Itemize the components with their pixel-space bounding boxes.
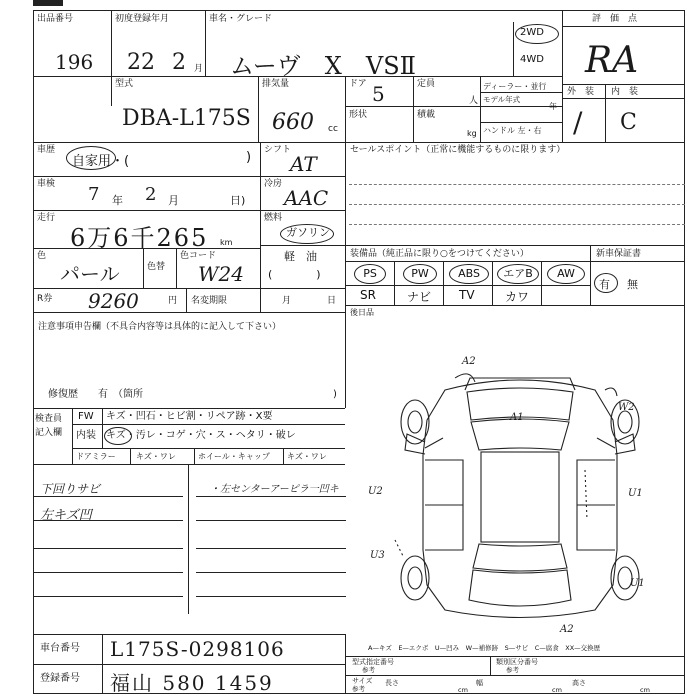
fuel-value: ガソリン bbox=[286, 226, 330, 239]
overall-grade: RA bbox=[585, 40, 639, 81]
mark-a1-hood: A1 bbox=[510, 412, 524, 423]
inspection-month-char: 月 bbox=[168, 194, 179, 207]
class-number-sub: 参考 bbox=[506, 666, 519, 674]
lot-number-label: 出品番号 bbox=[37, 14, 74, 24]
inspector-label-b: 記入欄 bbox=[35, 428, 63, 438]
inspector-wheel-damage: キズ・ワレ bbox=[287, 452, 327, 461]
plate-number: 福山 580 1459 bbox=[110, 671, 274, 695]
fuel-other: ( ) bbox=[268, 268, 321, 281]
mark-u1-right: U1 bbox=[628, 488, 643, 499]
model-year-label: モデル年式 bbox=[483, 95, 521, 104]
car-name-label: 車名・グレード bbox=[209, 14, 273, 24]
mark-u2-left: U2 bbox=[368, 486, 383, 497]
equipment-title: 装備品（純正品に限り○をつけてください） bbox=[350, 249, 529, 259]
ac-label: 冷房 bbox=[264, 179, 283, 189]
exterior-grade: / bbox=[573, 106, 583, 139]
equip-pw: PW bbox=[403, 264, 437, 284]
km-unit: km bbox=[220, 238, 233, 247]
inspection-day-char: 日) bbox=[230, 194, 246, 207]
warranty-label: 新車保証書 bbox=[596, 249, 642, 259]
model-label: 型式 bbox=[115, 79, 134, 89]
displacement-label: 排気量 bbox=[262, 79, 290, 89]
inspector-row2: キズ・汚レ・コゲ・穴・ス・ヘタリ・破レ bbox=[106, 430, 296, 441]
repair-close: ) bbox=[333, 389, 337, 400]
use-label: 車歴 bbox=[37, 145, 56, 155]
equip-aw: AW bbox=[547, 264, 585, 284]
capacity-label: 定員 bbox=[417, 79, 436, 89]
equip-abs: ABS bbox=[449, 264, 489, 284]
drive-2wd: 2WD bbox=[520, 27, 544, 38]
chassis-number: L175S-0298106 bbox=[110, 637, 285, 661]
width-unit: cm bbox=[552, 686, 562, 694]
height-unit: cm bbox=[640, 686, 650, 694]
doors-label: ドア bbox=[349, 79, 367, 89]
exterior-label: 外 装 bbox=[567, 87, 595, 97]
sales-point-title: セールスポイント（正常に機能するものに限ります） bbox=[350, 145, 566, 155]
capacity-unit: 人 bbox=[469, 96, 479, 106]
height-label: 高さ bbox=[572, 679, 586, 687]
fuel-diesel: 軽 油 bbox=[284, 250, 317, 263]
first-registration-year: 22 bbox=[127, 50, 155, 75]
color-code-label: 色コード bbox=[180, 251, 217, 261]
note-left-scratch: 左キズ凹 bbox=[40, 508, 92, 523]
ac-value: AAC bbox=[284, 186, 329, 210]
size-sub: 参考 bbox=[352, 685, 365, 693]
equip-ps: PS bbox=[354, 264, 386, 284]
size-label: サイズ bbox=[352, 677, 373, 685]
recycle-label: R券 bbox=[37, 294, 53, 304]
inspection-year: 7 bbox=[88, 184, 100, 205]
name-change-label: 名変期限 bbox=[191, 296, 228, 306]
yen-unit: 円 bbox=[168, 296, 178, 306]
length-label: 長さ bbox=[385, 679, 399, 687]
mark-a2-front: A2 bbox=[462, 356, 476, 367]
cc-unit: cc bbox=[328, 124, 338, 134]
cert-number-label: 型式指定番号 bbox=[352, 658, 394, 666]
shift-value: AT bbox=[290, 152, 317, 176]
damage-legend: A—キズ E—エクボ U—凹み W—補修跡 S—サビ C—腐食 XX—交換歴 bbox=[368, 644, 601, 652]
inspector-wheel: ホイール・キャップ bbox=[198, 452, 270, 461]
name-change-month: 月 bbox=[282, 296, 292, 306]
drive-4wd: 4WD bbox=[520, 54, 544, 65]
car-name-grade: ムーヴ X VSⅡ bbox=[230, 52, 416, 80]
note-pillar-dent: ・左センターアーピラ一凹キ bbox=[210, 484, 339, 495]
plate-label: 登録番号 bbox=[40, 673, 80, 684]
inspection-label: 車検 bbox=[37, 179, 56, 189]
chassis-label: 車台番号 bbox=[40, 643, 80, 654]
first-registration-label: 初度登録年月 bbox=[115, 14, 170, 24]
shape-label: 形状 bbox=[349, 110, 368, 120]
repaint-label: 色替 bbox=[147, 262, 166, 272]
repair-history-label: 修復歴 有 （箇所 bbox=[48, 389, 143, 400]
doors: 5 bbox=[372, 82, 385, 106]
lot-number: 196 bbox=[55, 50, 94, 74]
grade-label: 評 価 点 bbox=[592, 14, 638, 24]
color-code: W24 bbox=[198, 262, 245, 286]
equip-leather: カワ bbox=[505, 290, 530, 304]
inspector-interior: 内装 bbox=[76, 430, 96, 441]
interior-label: 内 装 bbox=[611, 87, 639, 97]
handle-label: ハンドル 左・右 bbox=[483, 126, 542, 135]
use-value: 自家用・( bbox=[72, 154, 130, 169]
year-unit: 年 bbox=[549, 102, 557, 111]
mileage-label: 走行 bbox=[37, 213, 56, 223]
name-change-day: 日 bbox=[327, 296, 337, 306]
inspector-mirror-damage: キズ・ワレ bbox=[136, 452, 176, 461]
after-items-label: 後日品 bbox=[350, 308, 374, 317]
interior-grade: C bbox=[620, 110, 637, 135]
kg-unit: kg bbox=[467, 129, 477, 138]
shift-label: シフト bbox=[264, 145, 292, 155]
mark-a2-rear: A2 bbox=[560, 624, 574, 635]
inspector-fw: FW bbox=[78, 411, 94, 422]
note-underbody-rust: 下回りサビ bbox=[40, 482, 101, 496]
color-value: パール bbox=[60, 262, 120, 286]
equip-sr: SR bbox=[360, 288, 376, 302]
class-number-label: 類別区分番号 bbox=[496, 658, 538, 666]
mark-u1-right-rear: U1 bbox=[630, 578, 645, 589]
length-unit: cm bbox=[458, 686, 468, 694]
recycle-value: 9260 bbox=[88, 289, 139, 313]
color-label: 色 bbox=[37, 251, 47, 261]
inspector-mirror: ドアミラー bbox=[76, 452, 116, 461]
cert-number-sub: 参考 bbox=[362, 666, 375, 674]
warranty-no: 無 bbox=[627, 278, 638, 291]
interior-scratch-circle bbox=[104, 427, 132, 445]
inspection-year-char: 年 bbox=[112, 194, 123, 207]
first-registration-month: 2 bbox=[172, 50, 186, 75]
inspection-month: 2 bbox=[145, 184, 157, 205]
caution-title: 注意事項申告欄（不具合内容等は具体的に記入して下さい） bbox=[38, 322, 282, 332]
inspector-label-a: 検査員 bbox=[35, 414, 63, 424]
load-label: 積載 bbox=[417, 110, 436, 120]
inspector-row1: キズ・凹石・ヒビ割・リペア跡・X要 bbox=[106, 411, 273, 422]
mark-u3-left-rear: U3 bbox=[370, 550, 385, 561]
equip-tv: TV bbox=[459, 288, 475, 302]
mark-w2-right-front: W2 bbox=[618, 402, 635, 413]
use-close: ) bbox=[246, 150, 252, 165]
mileage-value: 6万6千265 bbox=[70, 224, 209, 252]
width-label: 幅 bbox=[476, 679, 483, 687]
fuel-label: 燃料 bbox=[264, 213, 283, 223]
equip-airbag: エアB bbox=[497, 264, 539, 284]
warranty-yes: 有 bbox=[599, 278, 610, 291]
equip-navi: ナビ bbox=[407, 290, 432, 304]
displacement: 660 bbox=[272, 110, 314, 135]
top-black-tab bbox=[33, 0, 63, 6]
month-suffix: 月 bbox=[194, 64, 204, 74]
dealer-label: ディーラー・並行 bbox=[483, 82, 547, 91]
model-code: DBA-L175S bbox=[122, 106, 251, 131]
